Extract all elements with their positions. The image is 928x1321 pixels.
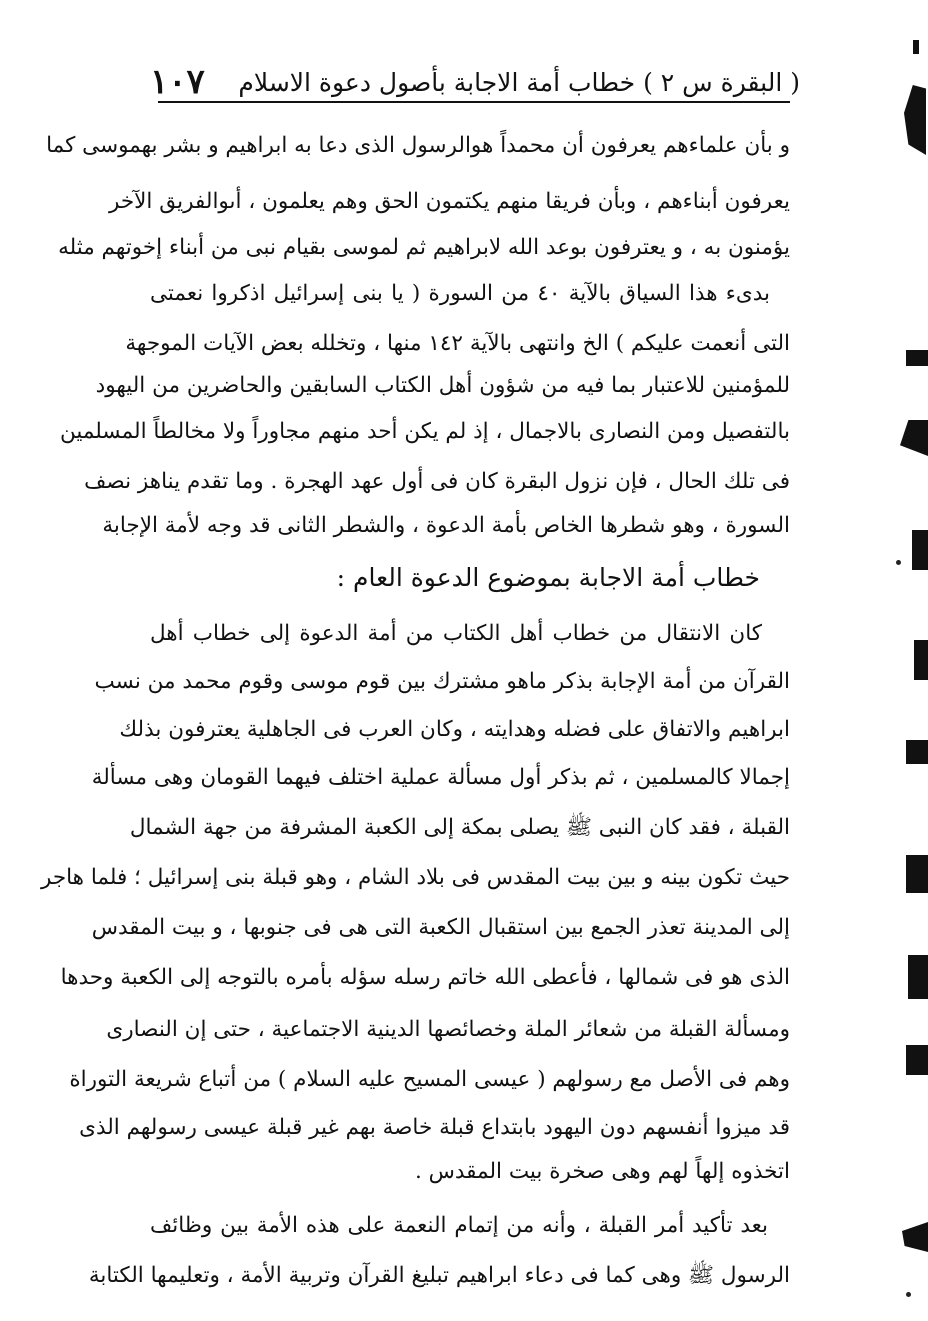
page-header [150,62,800,102]
scan-mark [906,740,928,764]
text-line: القرآن من أمة الإجابة بذكر ماهو مشترك بين قوم موسى وقوم محمد من نسب [94,669,790,694]
scan-mark [914,640,928,680]
scan-mark [908,955,928,999]
text-line: بدىء هذا السياق بالآية ٤٠ من السورة ( يا بنى إسرائيل اذكروا نعمتى [150,281,770,306]
text-line: إجمالا كالمسلمين ، ثم بذكر أول مسألة عملية اختلف فيهما القومان وهى مسألة [91,765,790,790]
text-line: الذى هو فى شمالها ، فأعطى الله خاتم رسله سؤله بأمره بالتوجه إلى الكعبة وحدها [60,965,790,990]
page-number: ١٠٧ [150,62,205,102]
running-title: ( البقرة س ٢ ) خطاب أمة الاجابة بأصول دعوة الاسلام [238,67,800,97]
text-line: القبلة ، فقد كان النبى ﷺ يصلى بمكة إلى الكعبة المشرفة من جهة الشمال [129,815,790,840]
text-line: يؤمنون به ، و يعترفون بوعد الله لابراهيم ثم لموسى بقيام نبى من أبناء إخوتهم مثله [58,235,790,260]
text-line: وهم فى الأصل مع رسولهم ( عيسى المسيح عليه السلام ) من أتباع شريعة التوراة [69,1067,790,1092]
header-rule [158,101,790,103]
scan-mark [906,1292,911,1297]
section-heading: خطاب أمة الاجابة بموضوع الدعوة العام : [336,563,760,592]
text-line: حيث تكون بينه و بين بيت المقدس فى بلاد الشام ، وهو قبلة بنى إسرائيل ؛ فلما هاجر [40,865,790,890]
text-line: ومسألة القبلة من شعائر الملة وخصائصها الدينية الاجتماعية ، حتى إن النصارى [106,1017,790,1042]
text-line: الرسول ﷺ وهى كما فى دعاء ابراهيم تبليغ القرآن وتربية الأمة ، وتعليمها الكتابة [88,1263,790,1288]
scan-mark [912,530,928,570]
text-line: بعد تأكيد أمر القبلة ، وأنه من إتمام النعمة على هذه الأمة بين وظائف [150,1213,768,1238]
text-line: و بأن علماءهم يعرفون أن محمداً هوالرسول الذى دعا به ابراهيم و بشر بهموسى كما [46,133,790,158]
scan-mark [900,420,928,456]
text-line-last: اتخذوه إلهاً لهم وهى صخرة بيت المقدس . [414,1159,790,1184]
text-line: يعرفون أبناءهم ، وبأن فريقا منهم يكتمون الحق وهم يعلمون ، أىوالفريق الآخر [109,189,790,214]
text-line: التى أنعمت عليكم ) الخ وانتهى بالآية ١٤٢ منها ، وتخلله بعض الآيات الموجهة [125,331,790,356]
text-line: قد ميزوا أنفسهم دون اليهود بابتداع قبلة خاصة بهم غير قبلة عيسى رسولهم الذى [79,1115,790,1140]
text-line: إلى المدينة تعذر الجمع بين استقبال الكعبة التى هى فى جنوبها ، و بيت المقدس [91,915,790,940]
scan-mark [902,1222,928,1252]
text-line: السورة ، وهو شطرها الخاص بأمة الدعوة ، والشطر الثانى قد وجه لأمة الإجابة [102,513,790,538]
text-line: للمؤمنين للاعتبار بما فيه من شؤون أهل الكتاب السابقين والحاضرين من اليهود [95,373,790,398]
scan-mark [913,40,919,54]
text-line: كان الانتقال من خطاب أهل الكتاب من أمة الدعوة إلى خطاب أهل [150,621,762,646]
scan-mark [896,560,901,565]
scan-mark [904,85,926,155]
text-line: فى تلك الحال ، فإن نزول البقرة كان فى أول عهد الهجرة . وما تقدم يناهز نصف [84,469,790,494]
text-line: ابراهيم والاتفاق على فضله وهدايته ، وكان العرب فى الجاهلية يعترفون بذلك [119,717,790,742]
scan-mark [906,1045,928,1075]
text-line: بالتفصيل ومن النصارى بالاجمال ، إذ لم يكن أحد منهم مجاوراً ولا مخالطاً المسلمين [60,419,790,444]
scan-mark [906,350,928,366]
scan-mark [906,855,928,893]
